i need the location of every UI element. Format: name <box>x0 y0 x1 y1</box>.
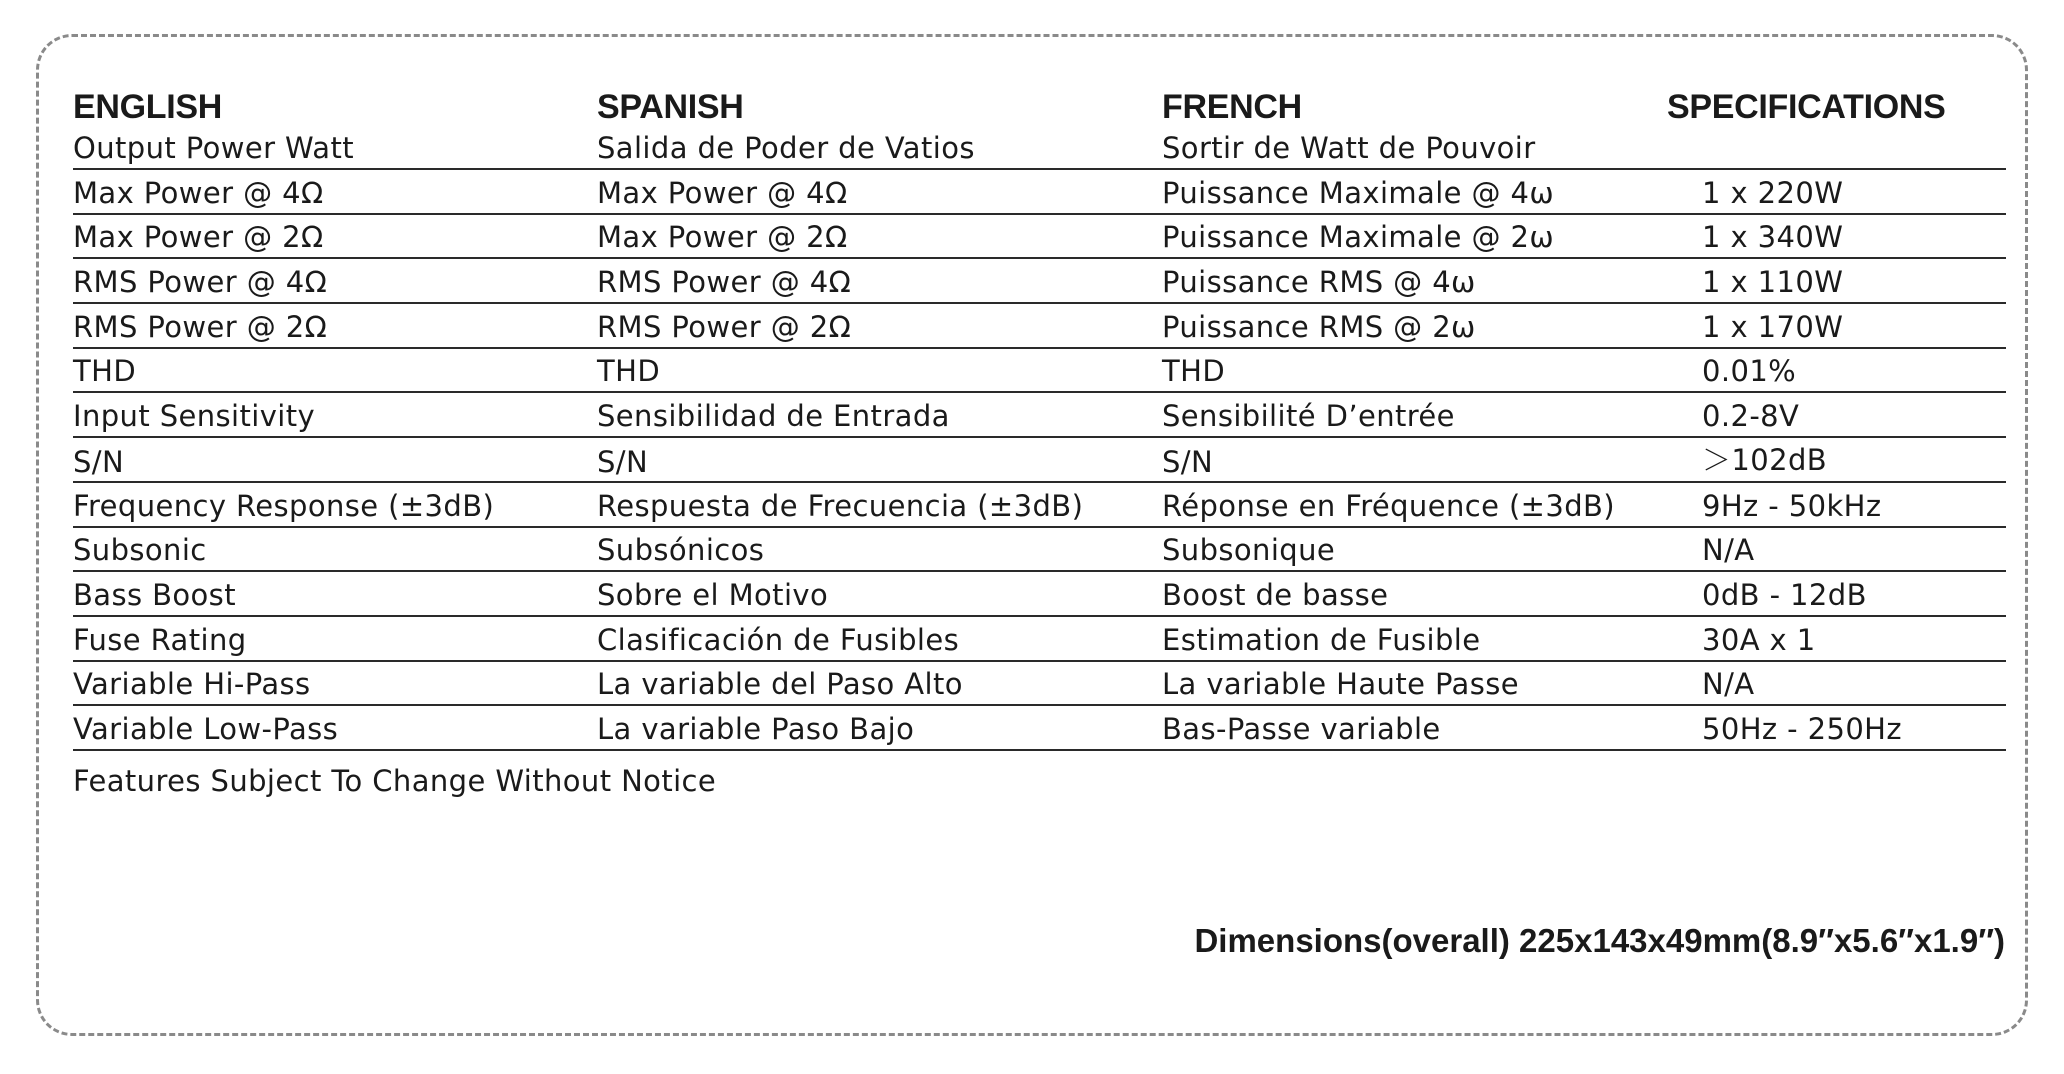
cell-english: Fuse Rating <box>73 622 247 657</box>
cell-spec: 0.01% <box>1702 354 1797 389</box>
table-row <box>73 393 2006 438</box>
cell-spanish: RMS Power @ 4Ω <box>597 265 852 300</box>
cell-spanish: Subsónicos <box>597 533 765 568</box>
table-row <box>73 662 2006 707</box>
cell-english: Max Power @ 2Ω <box>73 220 324 255</box>
cell-spanish: S/N <box>597 445 649 480</box>
cell-french: Puissance Maximale @ 4ω <box>1162 175 1555 210</box>
cell-french: S/N <box>1162 445 1214 480</box>
footnote: Features Subject To Change Without Notice <box>73 764 717 798</box>
cell-spanish: Max Power @ 2Ω <box>597 220 848 255</box>
cell-spec: 1 x 170W <box>1702 309 1844 344</box>
dimensions-note: Dimensions(overall) 225x143x49mm(8.9″x5.6″x1.9″) <box>1194 922 2005 959</box>
cell-french: Estimation de Fusible <box>1162 622 1481 657</box>
cell-french: Puissance RMS @ 4ω <box>1162 265 1476 300</box>
cell-spanish: RMS Power @ 2Ω <box>597 309 852 344</box>
cell-spec: 1 x 110W <box>1702 265 1844 300</box>
spec-table <box>73 80 2006 751</box>
header-specifications: SPECIFICATIONS <box>1667 88 1946 126</box>
table-row <box>73 483 2006 528</box>
cell-english: Max Power @ 4Ω <box>73 175 324 210</box>
cell-french: Sensibilité D’entrée <box>1162 399 1455 434</box>
header-french: FRENCH <box>1162 88 1302 126</box>
table-row <box>73 170 2006 215</box>
cell-english: Frequency Response (±3dB) <box>73 488 495 523</box>
cell-french: Bas-Passe variable <box>1162 711 1441 746</box>
header-row <box>73 80 2006 130</box>
cell-french: Réponse en Fréquence (±3dB) <box>1162 488 1616 523</box>
cell-english: Input Sensitivity <box>73 399 316 434</box>
cell-spanish: Respuesta de Frecuencia (±3dB) <box>597 488 1084 523</box>
cell-spec: 30A x 1 <box>1702 622 1816 657</box>
table-row <box>73 528 2006 573</box>
cell-spanish: Sobre el Motivo <box>597 577 829 612</box>
cell-spec: 0dB - 12dB <box>1702 577 1867 612</box>
cell-spec: 1 x 220W <box>1702 175 1844 210</box>
cell-spec: N/A <box>1702 667 1755 702</box>
cell-french: Subsonique <box>1162 533 1336 568</box>
cell-french: Puissance Maximale @ 2ω <box>1162 220 1555 255</box>
subheader-row <box>73 130 2006 170</box>
cell-spec: 9Hz - 50kHz <box>1702 488 1882 523</box>
cell-english: Variable Hi-Pass <box>73 667 311 702</box>
cell-english: Subsonic <box>73 533 207 568</box>
cell-french: THD <box>1162 354 1226 389</box>
cell-spanish: La variable del Paso Alto <box>597 667 963 702</box>
table-row <box>73 215 2006 260</box>
subheader-english: Output Power Watt <box>73 131 354 165</box>
table-row <box>73 706 2006 751</box>
table-row <box>73 304 2006 349</box>
cell-english: S/N <box>73 445 125 480</box>
cell-spec: 1 x 340W <box>1702 220 1844 255</box>
cell-english: THD <box>73 354 137 389</box>
subheader-spanish: Salida de Poder de Vatios <box>597 131 975 165</box>
cell-english: Bass Boost <box>73 577 236 612</box>
cell-french: La variable Haute Passe <box>1162 667 1519 702</box>
table-row <box>73 438 2006 483</box>
cell-spanish: Max Power @ 4Ω <box>597 175 848 210</box>
cell-spanish: Sensibilidad de Entrada <box>597 399 950 434</box>
subheader-specifications <box>1662 165 2006 168</box>
header-english: ENGLISH <box>73 88 223 126</box>
table-row <box>73 349 2006 394</box>
table-row <box>73 617 2006 662</box>
cell-spec: 0.2-8V <box>1702 399 1800 434</box>
header-spanish: SPANISH <box>597 88 744 126</box>
cell-spec: 50Hz - 250Hz <box>1702 711 1903 746</box>
cell-french: Puissance RMS @ 2ω <box>1162 309 1476 344</box>
cell-spec: N/A <box>1702 533 1755 568</box>
table-body <box>73 170 2006 751</box>
cell-spanish: Clasificación de Fusibles <box>597 622 960 657</box>
cell-spec: ＞102dB <box>1702 443 1828 478</box>
cell-english: Variable Low-Pass <box>73 711 339 746</box>
cell-spanish: La variable Paso Bajo <box>597 711 915 746</box>
subheader-french: Sortir de Watt de Pouvoir <box>1162 131 1536 165</box>
cell-english: RMS Power @ 4Ω <box>73 265 328 300</box>
cell-english: RMS Power @ 2Ω <box>73 309 328 344</box>
table-row <box>73 572 2006 617</box>
cell-french: Boost de basse <box>1162 577 1389 612</box>
cell-spanish: THD <box>597 354 661 389</box>
table-row <box>73 259 2006 304</box>
